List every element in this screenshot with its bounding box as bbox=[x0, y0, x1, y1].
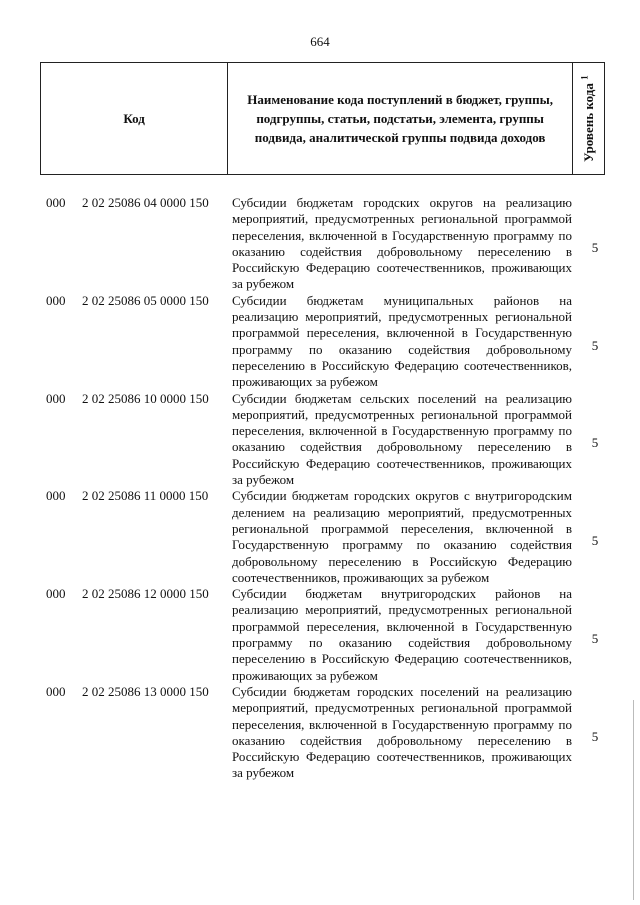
row-description: Субсидии бюджетам сельских поселений на реализацию мероприятий, предусмотренных региональной программой переселения, включенной в Государственную программу по оказанию содействия добровольному переселению в Российскую Федерацию соотечественников, проживающих за рубежом bbox=[232, 390, 572, 488]
header-level bbox=[573, 63, 604, 174]
row-description: Субсидии бюджетам городских поселений на реализацию мероприятий, предусмотренных региональной программой переселения, включенной в Государственную программу по оказанию содействия добровольному переселению в Российскую Федерацию соотечественников, проживающих за рубежом bbox=[232, 683, 572, 781]
row-level: 5 bbox=[591, 337, 599, 353]
row-description: Субсидии бюджетам внутригородских районов на реализацию мероприятий, предусмотренных региональной программой переселения, включенной в Государственную программу по оказанию содействия добровольному переселению в Российскую Федерацию соотечественников, проживающих за рубежом bbox=[232, 586, 572, 683]
table-row bbox=[0, 488, 640, 586]
row-revenue-code: 2 02 25086 04 0000 150 bbox=[82, 195, 209, 210]
header-level-footnote: 1 bbox=[579, 75, 590, 80]
row-admin-code: 000 bbox=[46, 683, 66, 699]
row-admin-code: 000 bbox=[46, 195, 66, 210]
page-number: 664 bbox=[310, 34, 330, 49]
row-revenue-code: 2 02 25086 12 0000 150 bbox=[82, 586, 209, 602]
table-row bbox=[0, 195, 640, 293]
row-description: Субсидии бюджетам городских округов с внутригородским делением на реализацию мероприятий, предусмотренных региональной программой переселения, включенной в Государственную программу по оказанию содействия добровольному переселению в Российскую Федерацию соотечественников, проживающих за рубежом bbox=[232, 488, 572, 585]
row-revenue-code: 2 02 25086 10 0000 150 bbox=[82, 390, 209, 406]
table-row bbox=[0, 391, 640, 489]
table-row bbox=[0, 293, 640, 391]
row-description: Субсидии бюджетам муниципальных районов на реализацию мероприятий, предусмотренных региональной программой переселения, включенной в Государственную программу по оказанию содействия добровольному переселению в Российскую Федерацию соотечественников, проживающих за рубежом bbox=[232, 292, 572, 390]
header-level-label: Уровень кода bbox=[581, 82, 597, 162]
table-body bbox=[0, 195, 640, 782]
row-admin-code: 000 bbox=[46, 292, 66, 308]
table-row bbox=[0, 684, 640, 782]
row-revenue-code: 2 02 25086 11 0000 150 bbox=[82, 488, 209, 504]
scan-edge-line bbox=[633, 700, 634, 900]
row-revenue-code: 2 02 25086 13 0000 150 bbox=[82, 683, 209, 699]
row-admin-code: 000 bbox=[46, 586, 66, 602]
header-level-text bbox=[580, 75, 597, 162]
row-admin-code: 000 bbox=[46, 390, 66, 406]
table-header bbox=[40, 62, 605, 175]
row-level: 5 bbox=[591, 239, 599, 255]
row-level: 5 bbox=[591, 631, 599, 647]
row-admin-code: 000 bbox=[46, 488, 66, 504]
header-name: Наименование кода поступлений в бюджет, группы, подгруппы, статьи, подстатьи, элемента, группы подвида, аналитической группы подвида доходов bbox=[228, 63, 573, 174]
row-level: 5 bbox=[591, 728, 599, 744]
row-description: Субсидии бюджетам городских округов на реализацию мероприятий, предусмотренных региональной программой переселения, включенной в Государственную программу по оказанию содействия добровольному переселению в Российскую Федерацию соотечественников, проживающих за рубежом bbox=[232, 195, 572, 292]
row-level: 5 bbox=[591, 533, 599, 549]
row-level: 5 bbox=[591, 435, 599, 451]
row-revenue-code: 2 02 25086 05 0000 150 bbox=[82, 292, 209, 308]
table-row bbox=[0, 586, 640, 684]
header-code: Код bbox=[41, 63, 228, 174]
